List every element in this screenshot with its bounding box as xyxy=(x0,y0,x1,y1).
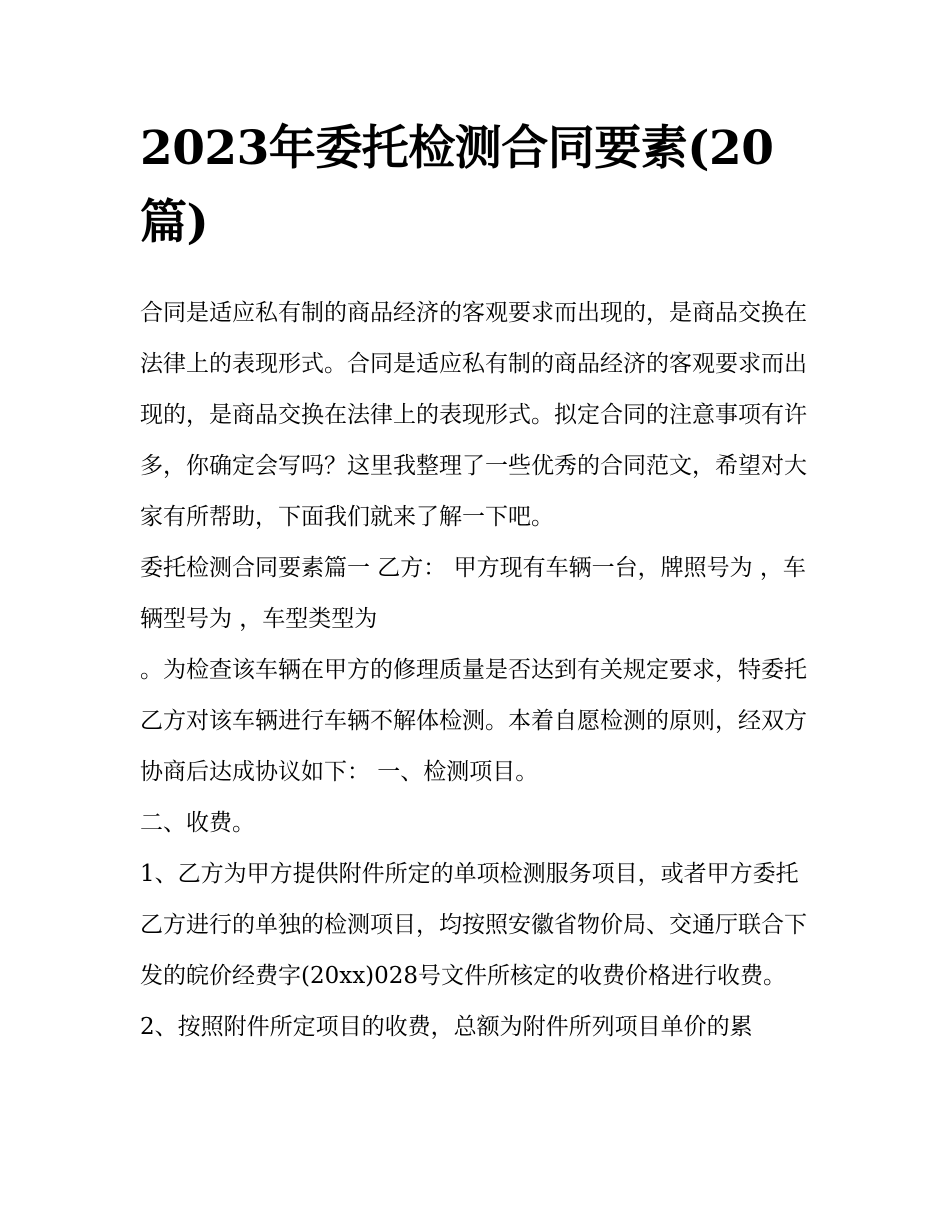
document-body xyxy=(140,112,815,1053)
fees-heading-paragraph: 二、收费。 xyxy=(140,810,255,836)
fees-clause-2-paragraph: 2、按照附件所定项目的收费，总额为附件所列项目单价的累 xyxy=(140,1014,753,1040)
intro-paragraph: 合同是适应私有制的商品经济的客观要求而出现的，是商品交换在法律上的表现形式。合同是适应私有制的商品经济的客观要求而出现的，是商品交换在法律上的表现形式。拟定合同的注意事项有许多，你确定会写吗？这里我整理了一些优秀的合同范文，希望对大家有所帮助，下面我们就来了解一下吧。 xyxy=(140,300,807,530)
document-title: 2023年委托检测合同要素(20篇) xyxy=(140,121,774,250)
fees-clause-1-paragraph: 1、乙方为甲方提供附件所定的单项检测服务项目，或者甲方委托乙方进行的单独的检测项目，均按照安徽省物价局、交通厅联合下发的皖价经费字(20xx)028号文件所核定的收费价格进行收费。 xyxy=(140,861,807,989)
section-one-heading-paragraph: 委托检测合同要素篇一 乙方： 甲方现有车辆一台，牌照号为 ，车辆型号为 ，车型类型为 xyxy=(140,555,806,632)
inspection-purpose-paragraph: 。为检查该车辆在甲方的修理质量是否达到有关规定要求，特委托乙方对该车辆进行车辆不解体检测。本着自愿检测的原则，经双方协商后达成协议如下： 一、检测项目。 xyxy=(140,657,807,785)
